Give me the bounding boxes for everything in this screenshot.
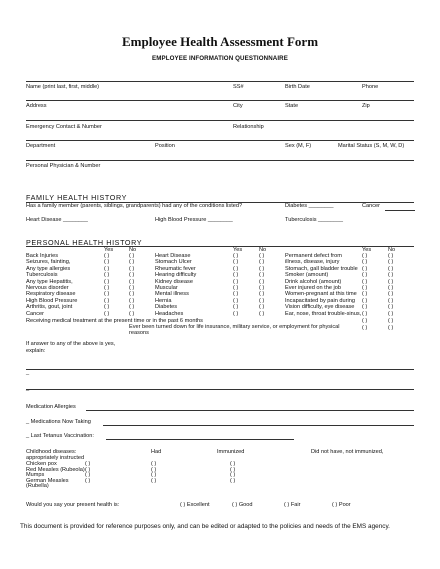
condition-no-mark[interactable]: ( ) — [388, 310, 394, 317]
condition-no-mark[interactable]: ( ) — [388, 304, 394, 311]
health-fair-option[interactable]: ( ) Fair — [284, 502, 301, 508]
condition-label: Incapacitated by pain during — [285, 297, 355, 304]
family-high-blood-pressure: High Blood Pressure ________ — [155, 217, 233, 223]
had-header: Had — [151, 449, 162, 455]
condition-no-mark[interactable]: ( ) — [259, 259, 265, 266]
childhood-immunized-mark[interactable]: ( ) — [151, 466, 157, 473]
medication-allergies-line[interactable] — [86, 410, 414, 411]
condition-label: High Blood Pressure — [26, 297, 78, 304]
explain-label: explain: — [26, 348, 46, 354]
condition-yes-mark[interactable]: ( ) — [233, 253, 239, 259]
condition-label: Smoker (amount) — [285, 272, 329, 279]
condition-no-mark[interactable]: ( ) — [129, 310, 135, 317]
medication-allergies-label: Medication Allergies — [26, 404, 76, 410]
childhood-had-mark[interactable]: ( ) — [85, 477, 91, 484]
explain-line-2[interactable] — [26, 389, 414, 390]
name-label: Name (print last, first, middle) — [26, 84, 100, 90]
condition-no-mark[interactable]: ( ) — [259, 265, 265, 272]
family-heart-disease: Heart Disease ________ — [26, 217, 88, 223]
birth-date-label: Birth Date — [285, 84, 310, 90]
turned-down-no-mark[interactable]: ( ) — [388, 325, 394, 331]
family-diabetes: Diabetes ________ — [285, 203, 334, 209]
condition-yes-mark[interactable]: ( ) — [233, 265, 239, 272]
condition-no-mark[interactable]: ( ) — [129, 265, 135, 272]
condition-label: Nervous disorder — [26, 285, 69, 291]
tetanus-line[interactable] — [106, 439, 294, 440]
condition-label: Vision difficulty, eye disease — [285, 304, 355, 311]
condition-label: Kidney disease — [155, 278, 193, 285]
tetanus-label: _ Last Tetanus Vaccination: — [26, 433, 94, 439]
family-cancer: Cancer — [362, 203, 381, 209]
condition-label: Hearing difficulty — [155, 272, 197, 279]
childhood-had-mark[interactable]: ( ) — [85, 466, 91, 473]
condition-yes-mark[interactable]: ( ) — [104, 304, 110, 311]
health-rating-question: Would you say your present health is: — [26, 502, 120, 508]
condition-no-mark[interactable]: ( ) — [259, 285, 265, 291]
condition-yes-mark[interactable]: ( ) — [104, 297, 110, 304]
childhood-immunized-mark[interactable]: ( ) — [151, 472, 157, 479]
personal-history-heading: PERSONAL HEALTH HISTORY — [26, 238, 143, 247]
appropriately-instructed: appropriately instructed — [26, 455, 85, 461]
condition-yes-mark[interactable]: ( ) — [104, 278, 110, 285]
condition-label: Drink alcohol (amount) — [285, 278, 342, 285]
condition-no-mark[interactable]: ( ) — [388, 259, 394, 266]
family-question: Has a family member (parents, siblings, grandparents) had any of the conditions listed? — [26, 203, 243, 209]
condition-label: Arthritis, gout, joint — [26, 304, 73, 311]
condition-label: Back Injuries — [26, 253, 59, 259]
condition-yes-mark[interactable]: ( ) — [104, 291, 110, 298]
childhood-not-immunized-mark[interactable]: ( ) — [230, 466, 236, 473]
condition-no-mark[interactable]: ( ) — [129, 272, 135, 279]
condition-label: Respiratory disease — [26, 291, 76, 298]
col2-yes-header: Yes — [233, 247, 243, 253]
condition-label: Diabetes — [155, 304, 178, 311]
childhood-immunized-mark[interactable]: ( ) — [151, 461, 157, 467]
state-label: State — [285, 103, 299, 109]
condition-label: Heart Disease — [155, 253, 191, 259]
condition-yes-mark[interactable]: ( ) — [362, 297, 368, 304]
sex-label: Sex (M, F) — [285, 143, 312, 149]
marital-status-label: Marital Status (S, M, W, D) — [338, 143, 405, 149]
condition-yes-mark[interactable]: ( ) — [362, 278, 368, 285]
condition-label: Headaches — [155, 310, 184, 317]
treatment-yes-mark[interactable]: ( ) — [362, 318, 368, 324]
condition-label: Rheumatic fever — [155, 265, 196, 272]
condition-yes-mark[interactable]: ( ) — [362, 285, 368, 291]
relationship-label: Relationship — [233, 124, 264, 130]
childhood-had-mark[interactable]: ( ) — [85, 461, 91, 467]
condition-label: Stomach, gall bladder trouble — [285, 265, 358, 272]
condition-yes-mark[interactable]: ( ) — [233, 285, 239, 291]
name-line[interactable] — [26, 81, 414, 82]
condition-yes-mark[interactable]: ( ) — [104, 265, 110, 272]
form-title: Employee Health Assessment Form — [121, 34, 319, 49]
condition-yes-mark[interactable]: ( ) — [362, 259, 368, 266]
condition-no-mark[interactable]: ( ) — [259, 304, 265, 311]
childhood-disease-label: Mumps — [26, 472, 45, 479]
condition-no-mark[interactable]: ( ) — [259, 310, 265, 317]
condition-no-mark[interactable]: ( ) — [259, 253, 265, 259]
condition-no-mark[interactable]: ( ) — [129, 297, 135, 304]
footer-note: This document is provided for reference purposes only, and can be edited or adapted to the policies and needs of the EMS agency. — [20, 523, 390, 530]
col2-no-header: No — [259, 247, 267, 253]
condition-label: Stomach Ulcer — [155, 259, 192, 266]
condition-yes-mark[interactable]: ( ) — [104, 259, 110, 266]
condition-label: Mental illness — [155, 291, 189, 298]
physician-label: Personal Physician & Number — [26, 163, 101, 169]
personal-rule — [26, 246, 414, 247]
medications-taking-line[interactable] — [103, 425, 414, 426]
condition-yes-mark[interactable]: ( ) — [233, 291, 239, 298]
condition-yes-mark[interactable]: ( ) — [104, 253, 110, 259]
address-line[interactable] — [26, 100, 414, 101]
immunized-header: Immunized — [217, 449, 245, 455]
condition-label: Seizures, fainting, — [26, 259, 71, 266]
condition-no-mark[interactable]: ( ) — [129, 291, 135, 298]
treatment-question: Receiving medical treatment at the present time or in the past 6 months — [26, 318, 203, 324]
explain-dash-2: _ — [26, 386, 30, 392]
form-subtitle: EMPLOYEE INFORMATION QUESTIONNAIRE — [152, 55, 288, 62]
condition-label: Muscular — [155, 285, 178, 291]
family-tuberculosis: Tuberculosis ________ — [285, 217, 343, 223]
condition-yes-mark[interactable]: ( ) — [362, 265, 368, 272]
condition-yes-mark[interactable]: ( ) — [233, 304, 239, 311]
condition-label: Ever injured on the job — [285, 285, 341, 291]
col3-no-header: No — [388, 247, 396, 253]
condition-yes-mark[interactable]: ( ) — [362, 272, 368, 279]
condition-yes-mark[interactable]: ( ) — [104, 285, 110, 291]
childhood-disease-label: Red Measles (Rubeola) — [26, 466, 85, 473]
condition-label: Any type allergies — [26, 265, 71, 272]
condition-yes-mark[interactable]: ( ) — [233, 297, 239, 304]
condition-no-mark[interactable]: ( ) — [388, 285, 394, 291]
condition-label: Any type Hepatitis, — [26, 278, 73, 285]
condition-no-mark[interactable]: ( ) — [388, 278, 394, 285]
turned-down-yes-mark[interactable]: ( ) — [362, 325, 368, 331]
childhood-had-mark[interactable]: ( ) — [85, 472, 91, 479]
condition-label: illness, disease, injury — [285, 259, 340, 266]
condition-yes-mark[interactable]: ( ) — [362, 291, 368, 298]
position-label: Position — [155, 143, 175, 149]
reasons-label: reasons — [129, 330, 149, 336]
family-cancer-line[interactable] — [385, 210, 415, 211]
condition-no-mark[interactable]: ( ) — [259, 272, 265, 279]
childhood-disease-label: German Measles — [26, 477, 69, 484]
health-excellent-option[interactable]: ( ) Excellent — [180, 502, 210, 508]
family-history-heading: FAMILY HEALTH HISTORY — [26, 193, 128, 202]
condition-yes-mark[interactable]: ( ) — [362, 310, 368, 317]
condition-no-mark[interactable]: ( ) — [129, 253, 135, 259]
ssn-label: SS# — [233, 84, 244, 90]
physician-line[interactable] — [26, 160, 414, 161]
department-label: Department — [26, 143, 56, 149]
department-line[interactable] — [26, 140, 414, 141]
col1-no-header: No — [129, 247, 137, 253]
condition-no-mark[interactable]: ( ) — [129, 304, 135, 311]
childhood-immunized-mark[interactable]: ( ) — [151, 477, 157, 484]
condition-no-mark[interactable]: ( ) — [259, 297, 265, 304]
col3-yes-header: Yes — [362, 247, 372, 253]
condition-label: Tuberculosis — [26, 272, 58, 279]
condition-yes-mark[interactable]: ( ) — [362, 304, 368, 311]
health-good-option[interactable]: ( ) Good — [232, 502, 253, 508]
treatment-no-mark[interactable]: ( ) — [388, 318, 394, 324]
health-poor-option[interactable]: ( ) Poor — [332, 502, 351, 508]
explain-prompt: If answer to any of the above is yes, — [26, 341, 116, 347]
condition-no-mark[interactable]: ( ) — [388, 297, 394, 304]
condition-no-mark[interactable]: ( ) — [388, 253, 394, 259]
address-label: Address — [26, 103, 47, 109]
condition-yes-mark[interactable]: ( ) — [233, 259, 239, 266]
childhood-diseases-label: Childhood diseases: — [26, 449, 77, 455]
childhood-disease-label: (Rubella) — [26, 483, 49, 490]
condition-label: Women-pregnant at this time — [285, 291, 357, 298]
condition-no-mark[interactable]: ( ) — [388, 265, 394, 272]
condition-label: Permanent defect from — [285, 253, 342, 259]
condition-no-mark[interactable]: ( ) — [388, 291, 394, 298]
childhood-not-immunized-mark[interactable]: ( ) — [230, 477, 236, 484]
condition-label: Ear, nose, throat trouble-sinus, — [285, 310, 362, 317]
condition-yes-mark[interactable]: ( ) — [233, 278, 239, 285]
condition-yes-mark[interactable]: ( ) — [233, 310, 239, 317]
emergency-contact-label: Emergency Contact & Number — [26, 124, 102, 130]
not-immunized-header: Did not have, not immunized, — [311, 449, 384, 455]
childhood-not-immunized-mark[interactable]: ( ) — [230, 461, 236, 467]
col1-yes-header: Yes — [104, 247, 114, 253]
zip-label: Zip — [362, 103, 370, 109]
explain-dash-1: _ — [26, 370, 30, 376]
medications-taking-label: _ Medications Now Taking — [26, 419, 91, 425]
turned-down-question: Ever been turned down for life insurance, military service, or employment for physical — [129, 324, 340, 330]
city-label: City — [233, 103, 243, 109]
emergency-line[interactable] — [26, 120, 414, 121]
condition-no-mark[interactable]: ( ) — [129, 285, 135, 291]
condition-no-mark[interactable]: ( ) — [259, 291, 265, 298]
explain-line-1[interactable] — [26, 369, 414, 370]
phone-label: Phone — [362, 84, 379, 90]
condition-no-mark[interactable]: ( ) — [129, 259, 135, 266]
condition-no-mark[interactable]: ( ) — [388, 272, 394, 279]
condition-yes-mark[interactable]: ( ) — [104, 272, 110, 279]
condition-no-mark[interactable]: ( ) — [259, 278, 265, 285]
condition-yes-mark[interactable]: ( ) — [233, 272, 239, 279]
childhood-disease-label: Chicken pox — [26, 461, 57, 467]
condition-label: Cancer — [26, 310, 45, 317]
condition-no-mark[interactable]: ( ) — [129, 278, 135, 285]
childhood-not-immunized-mark[interactable]: ( ) — [230, 472, 236, 479]
condition-yes-mark[interactable]: ( ) — [362, 253, 368, 259]
condition-label: Hernia — [155, 297, 172, 304]
condition-yes-mark[interactable]: ( ) — [104, 310, 110, 317]
